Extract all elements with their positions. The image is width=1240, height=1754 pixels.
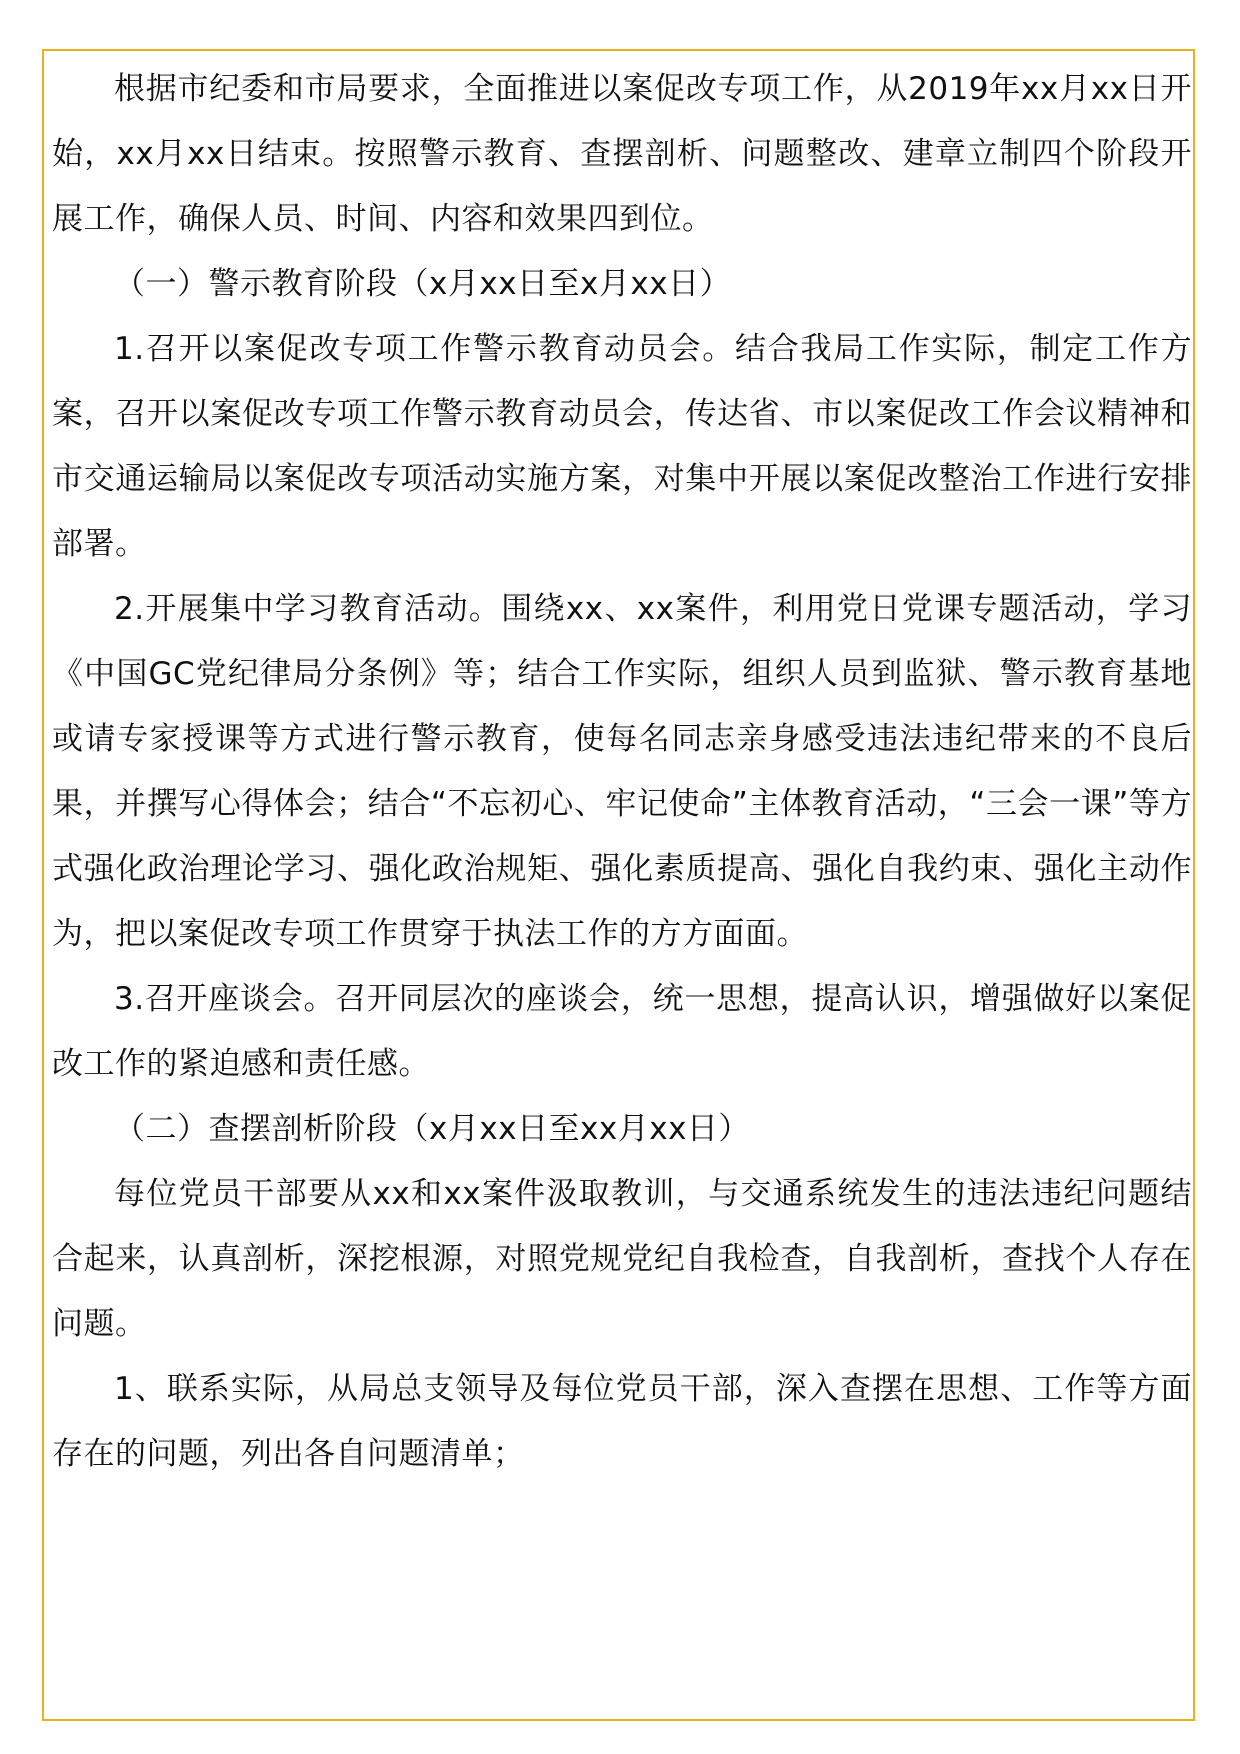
section-heading-warning-education: （一）警示教育阶段（x月xx日至x月xx日）: [114, 266, 732, 302]
self-examination-paragraph: 每位党员干部要从xx和xx案件汲取教训，与交通系统发生的违法违纪问题结合起来，认真剖析，深挖根源，对照党规党纪自我检查，自我剖析，查找个人存在问题。: [52, 1176, 1192, 1342]
intro-paragraph: 根据市纪委和市局要求，全面推进以案促改专项工作，从2019年xx月xx日开始，xx月xx日结束。按照警示教育、查摆剖析、问题整改、建章立制四个阶段开展工作，确保人员、时间、内容和效果四到位。: [52, 71, 1192, 237]
item-symposium: 3.召开座谈会。召开同层次的座谈会，统一思想，提高认识，增强做好以案促改工作的紧迫感和责任感。: [52, 981, 1192, 1082]
item-problem-list: 1、联系实际，从局总支领导及每位党员干部，深入查摆在思想、工作等方面存在的问题，列出各自问题清单；: [52, 1371, 1192, 1472]
item-study-activities: 2.开展集中学习教育活动。围绕xx、xx案件，利用党日党课专题活动，学习《中国GC党纪律局分条例》等；结合工作实际，组织人员到监狱、警示教育基地或请专家授课等方式进行警示教育，使每名同志亲身感受违法违纪带来的不良后果，并撰写心得体会；结合“不忘初心、牢记使命”主体教育活动，“三会一课”等方式强化政治理论学习、强化政治规矩、强化素质提高、强化自我约束、强化主动作为，把以案促改专项工作贯穿于执法工作的方方面面。: [52, 591, 1192, 952]
document-body: [52, 57, 1192, 1487]
section-heading-self-examination: （二）查摆剖析阶段（x月xx日至xx月xx日）: [114, 1111, 750, 1147]
item-mobilization-meeting: 1.召开以案促改专项工作警示教育动员会。结合我局工作实际，制定工作方案，召开以案促改专项工作警示教育动员会，传达省、市以案促改工作会议精神和市交通运输局以案促改专项活动实施方案，对集中开展以案促改整治工作进行安排部署。: [52, 331, 1192, 562]
